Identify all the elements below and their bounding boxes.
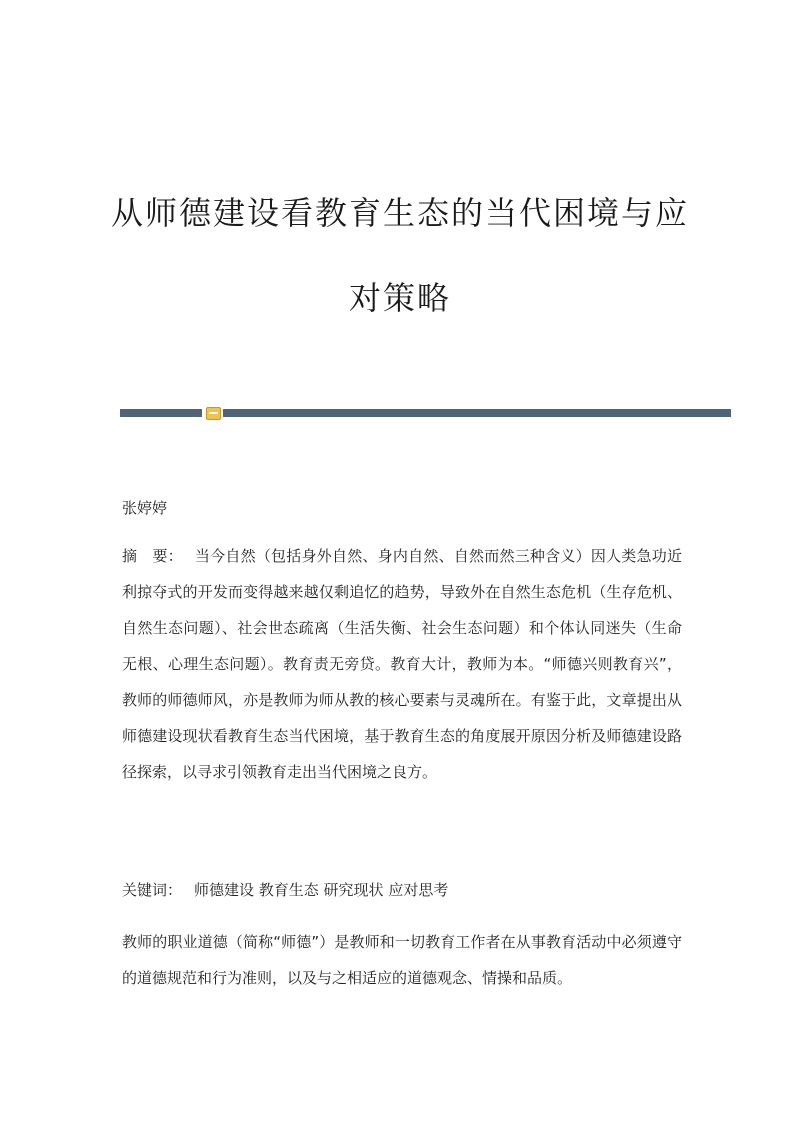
abstract-paragraph	[122, 538, 682, 790]
abstract-text: 当今自然（包括身外自然、身内自然、自然而然三种含义）因人类急功近利掠夺式的开发而变得越来越仅剩追忆的趋势，导致外在自然生态危机（生存危机、自然生态问题）、社会世态疏离（生活失衡、社会生态问题）和个体认同迷失（生命无根、心理生态问题）。教育责无旁贷。教育大计，教师为本。“师德兴则教育兴”，教师的师德师风，亦是教师为师从教的核心要素与灵魂所在。有鉴于此，文章提出从师德建设现状看教育生态当代困境，基于教育生态的角度展开原因分析及师德建设路径探索，以寻求引领教育走出当代困境之良方。	[122, 547, 682, 781]
document-title-line-2: 对策略	[348, 279, 451, 317]
keywords-label: 关键词：	[122, 881, 183, 899]
divider-bar-left	[120, 409, 202, 417]
abstract-label: 摘 要：	[122, 547, 183, 565]
divider-emblem-icon	[206, 407, 221, 420]
author-name: 张婷婷	[122, 499, 168, 517]
body-paragraph: 教师的职业道德（简称“师德”）是教师和一切教育工作者在从事教育活动中必须遵守的道德规范和行为准则，以及与之相适应的道德观念、情操和品质。	[122, 933, 682, 987]
document-title-line-1: 从师德建设看教育生态的当代困境与应	[110, 194, 689, 232]
keywords-line	[122, 872, 682, 908]
divider-bar-right	[223, 409, 731, 417]
title-divider	[120, 409, 731, 417]
keywords-text: 师德建设 教育生态 研究现状 应对思考	[194, 881, 449, 899]
